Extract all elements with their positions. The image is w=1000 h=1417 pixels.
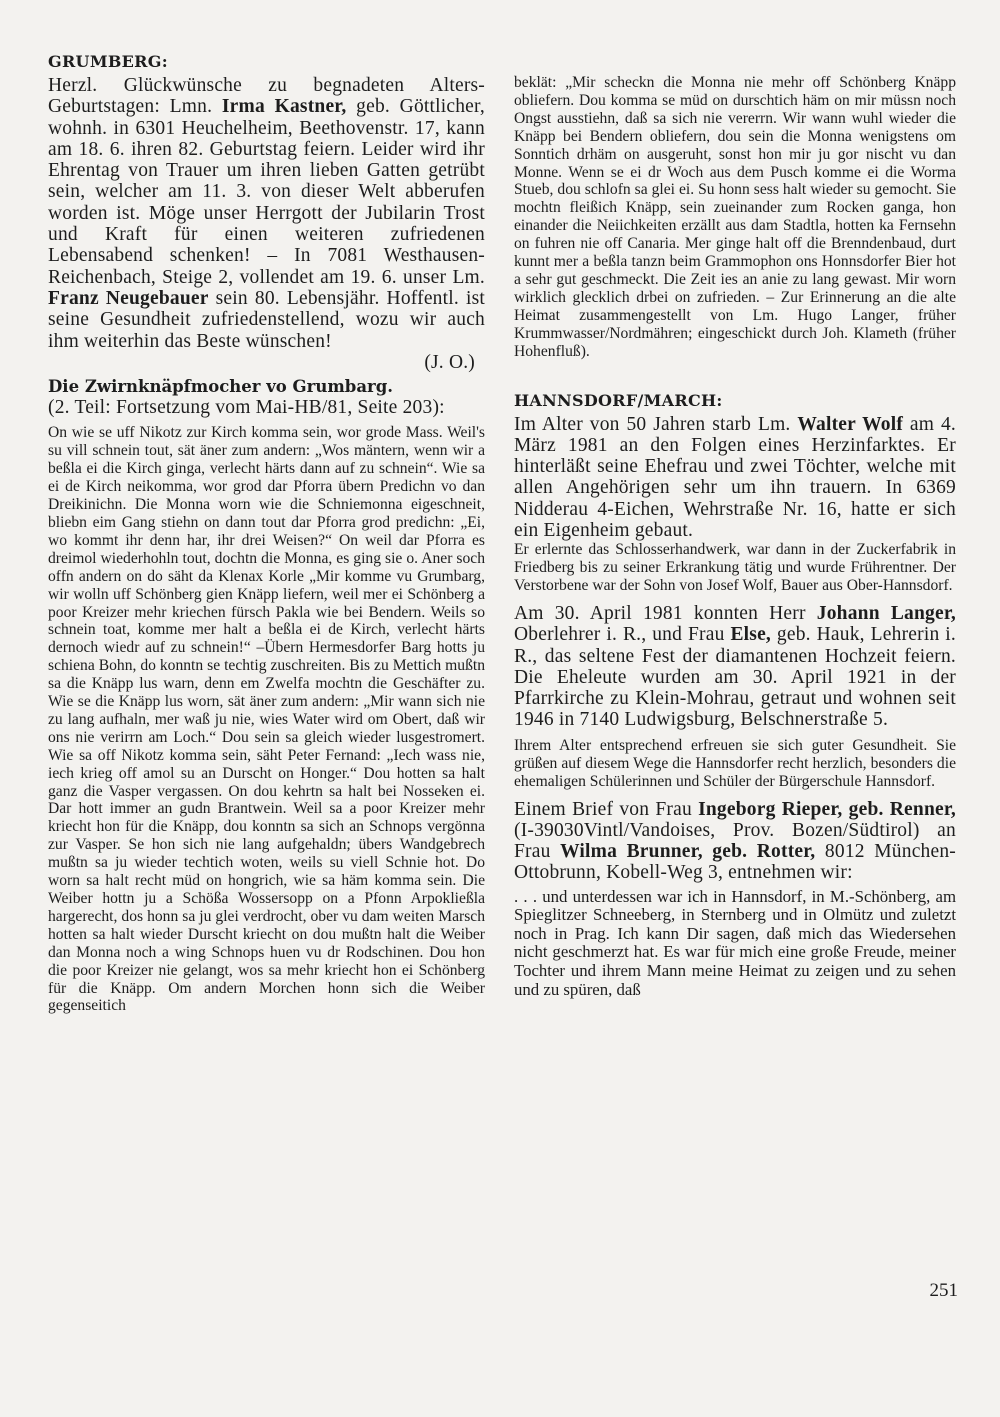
obituary-details: Er erlernte das Schlosserhandwerk, war dann in der Zuckerfabrik in Friedberg bis zu seiner Erkrankung tätig und wurde Frührentner. Der Verstorbene war der Sohn von Josef Wolf, Bauer aus Ober-Hannsdorf.	[514, 541, 956, 595]
bold-name: Franz Neugebauer	[48, 287, 209, 309]
section-heading-hannsdorf: HANNSDORF/MARCH:	[514, 390, 723, 410]
right-column	[514, 74, 956, 999]
bold-name: Johann Langer,	[816, 603, 956, 624]
left-column	[48, 52, 485, 1015]
letter-intro	[514, 799, 956, 884]
text-segment: (I-39030Vintl/Vandoises, Prov. Bozen/Südtirol) an Frau	[514, 819, 956, 863]
page-number: 251	[929, 1280, 958, 1301]
text-segment: Herzl. Glückwünsche zu begnadeten Alters-Geburtstagen: Lmn.	[48, 75, 485, 118]
bold-name: Wilma Brunner, geb. Rotter,	[560, 841, 816, 863]
text-segment: geb. Hauk, Lehrerin i. R., das seltene Fest der diamantenen Hochzeit feiern. Die Eheleute wurden am 30. April 1921 in der Pfarrkirche zu Klein-Mohrau, getraut und wohnen seit 1946 in 7140 Ludwigsburg, Belschnerstraße 5.	[514, 624, 957, 731]
author-signature: (J. O.)	[424, 351, 475, 373]
story-text: On wie se uff Nikotz zur Kirch komma sein, wor grode Mass. Weil's su vill schnein tout, sät äner zum andern: „Wos mäntern, wenn wir a beßla ei die Kirch ginga, verlecht härts dann auf zu schnein“. Wie sa ei de Kirch neikomma, wor grod dar Pforra übern Predichn vo dan Dreikinichn. Die Monna worn wie die Schniemonna eigeschneit, bliebn eim Gang stiehn on dann tout dar Pforra grod predichn: „Ei, wo kommt ihr denn har, ihr drei Weisen?“ On weil dar Pforra es dreimol wiederhohln tout, dochtn die Monna, es ging sie o. Aner soch offn andern on do säht da Klenax Korle „Mir komme vu Grumbarg, wir wolln uff Schönberg gien Knäpp liefern, weil mer ei Schönberg a poor Kreizer mehr kriechen fürsch Pakla wie bei Bendern. Weils so schnein toat, komme mer halt a beßla ei de Kirch, verlecht härts dernoch wiedr auf zu schnein!“ –Übern Hermesdorfer Barg hotts ju schiena Bohn, do konntn se techtig zuschreiten. Bis zu Mettich mußtn sa die Knäpp lus warn, denn em Zwelfa mochtn die Geschäfter zu. Wie se die Knäpp lus worn, sät äner zum andern: „Mir wann sich nie zu lang aufhaln, mer waß ju nie, wies Water wird om Obert, daß wir ons nie verirrn am Loch.“ Dou sein sa gleich wieder lusgestromert. Wie sa off Nikotz komma sein, säht Peter Fernand: „Iech wass nie, iech krieg off amol su an Durscht on Honger.“ Dou hotten sa halt ganz die Vasper vergassen. On dou kehrtn sa halt bei Nosseken ei. Dar hott immer an gudn Brantwein. Weil sa a poor Kreizer mehr kriecht hon für die Knäpp, dou konntn sa sich an Schnops vergönna zur Vasper. Se hon sich nie lang aufgehaldn; übers Wandgebrech mußtn sa ju wieder techtich woten, weils su viell Schnie hot. Do worn sa halt recht müd on hongrich, wie sa häm komma sein. Die Weiber hottn ju a Schößa Wossersopp on a Pfonn Arpokließla hargerecht, dos honn sa ju glei verdrocht, ober vu dam weiten Marsch hotten sa halt wieder Durscht kriecht on dou mußtn halt die Weiber dan Monna noch a wing Schnops huen vu dr Rodschinen. Dou hon die poor Kreizer nie gelangt, wos sa mehr kriecht hon ei Schönberg für die Knäpp. Om andern Morchen honn sich die Weiber gegenseitich	[48, 424, 485, 1015]
story-intro: (2. Teil: Fortsetzung vom Mai-HB/81, Seite 203):	[48, 397, 445, 419]
text-segment: sein 80. Lebensjähr. Hoffentl. ist seine Gesundheit zufriedenstellend, wozu wir auch ihm weiterhin das Beste wünschen!	[48, 287, 485, 352]
text-segment: Am 30. April 1981 konnten Herr	[514, 603, 817, 624]
obituary-paragraph	[514, 414, 956, 542]
bold-name: Irma Kastner,	[221, 96, 347, 118]
story-title: Die Zwirnknäpfmocher vo Grumbarg.	[48, 377, 394, 397]
bold-name: Else,	[730, 624, 771, 646]
grumberg-birthdays-paragraph	[48, 75, 485, 352]
anniversary-paragraph	[514, 603, 956, 731]
bold-name: Ingeborg Rieper, geb. Renner,	[698, 798, 956, 820]
anniversary-details: Ihrem Alter entsprechend erfreuen sie sich guter Gesundheit. Sie grüßen auf diesem Wege die Hannsdorfer recht herzlich, besonders die ehemaligen Schülerinnen und Schüler der Bürgerschule Hannsdorf.	[514, 736, 956, 790]
text-segment: Im Alter von 50 Jahren starb Lm.	[514, 413, 798, 435]
bold-name: Walter Wolf	[797, 413, 904, 435]
text-segment: Oberlehrer i. R., und Frau	[514, 624, 731, 646]
section-heading-grumberg: GRUMBERG:	[48, 52, 168, 71]
text-segment: 8012 München-Ottobrunn, Kobell-Weg 3, entnehmen wir:	[514, 841, 956, 884]
story-continuation: beklät: „Mir scheckn die Monna nie mehr off Schönberg Knäpp obliefern. Dou komma se müd on durschtich häm on mir müssn noch Ongst ausstiehn, daß sa sich nie vererrn. Wir wann wuhl wieder die Knäpp bei Bendern obliefern, dou sein die Monna wenigstens om Sonntich drhäm on ausgeruht, sonst hon mir ju gor nischt vu dan Monne. Wenn se ei dr Woch aus dem Pusch komme ei die Worma Stueb, dou schlofn sa glei ei. Su honn sess halt wieder su gemocht. Sie mochtn fleißich Knäpp, sein zueinander zum Rocken ganga, hon einander die Neiichkeiten erzällt aus dam Stadtla, hotten ka Fernsehn on fuhren nie off Canaria. Mer ginge halt off die Brenndenbaud, durt kunnt mer a beßla tanzn beim Grammophon ons Honnsdorfer Bier hot a sehr gut geschmeckt. Die Zeit ies an anie zu lang gewast. Mir worn wirklich glecklich drbei on zufrieden. – Zur Erinnerung an die alte Heimat zusammengestellt von Lm. Hugo Langer, früher Krummwasser/Nordmähren; eingeschickt durch Joh. Klameth (früher Hohenfluß).	[514, 74, 956, 360]
text-segment: Einem Brief von Frau	[514, 798, 699, 820]
text-segment: geb. Göttlicher, wohnh. in 6301 Heuchelheim, Beethovenstr. 17, kann am 18. 6. ihren 82. Geburtstag feiern. Leider wird ihr Ehrentag von Trauer um ihren lieben Gatten getrübt sein, welcher am 11. 3. von dieser Welt abberufen worden ist. Möge unser Herrgott der Jubilarin Trost und Kraft für einen weiteren zufriedenen Lebensabend schenken! – In 7081 Westhausen-Reichenbach, Steige 2, vollendet am 19. 6. unser Lm.	[48, 96, 486, 288]
text-segment: am 4. März 1981 an den Folgen eines Herzinfarktes. Er hinterläßt seine Ehefrau und zwei Töchter, welche mit allen Angehörigen sehr um ihn trauern. In 6369 Nidderau 4-Eichen, Wehrstraße Nr. 16, hatte er sich ein Eigenheim gebaut.	[514, 413, 956, 541]
letter-excerpt: . . . und unterdessen war ich in Hannsdorf, in M.-Schönberg, am Spieglitzer Schneeberg, in Sternberg und in Olmütz und zuletzt noch in Prag. Ich kann Dir sagen, daß mich das Wiedersehen nicht geschmerzt hat. Es war für mich eine große Freude, meiner Tochter und ihrem Mann meine Heimat zu zeigen und zu sehen und zu spüren, daß	[514, 886, 956, 999]
